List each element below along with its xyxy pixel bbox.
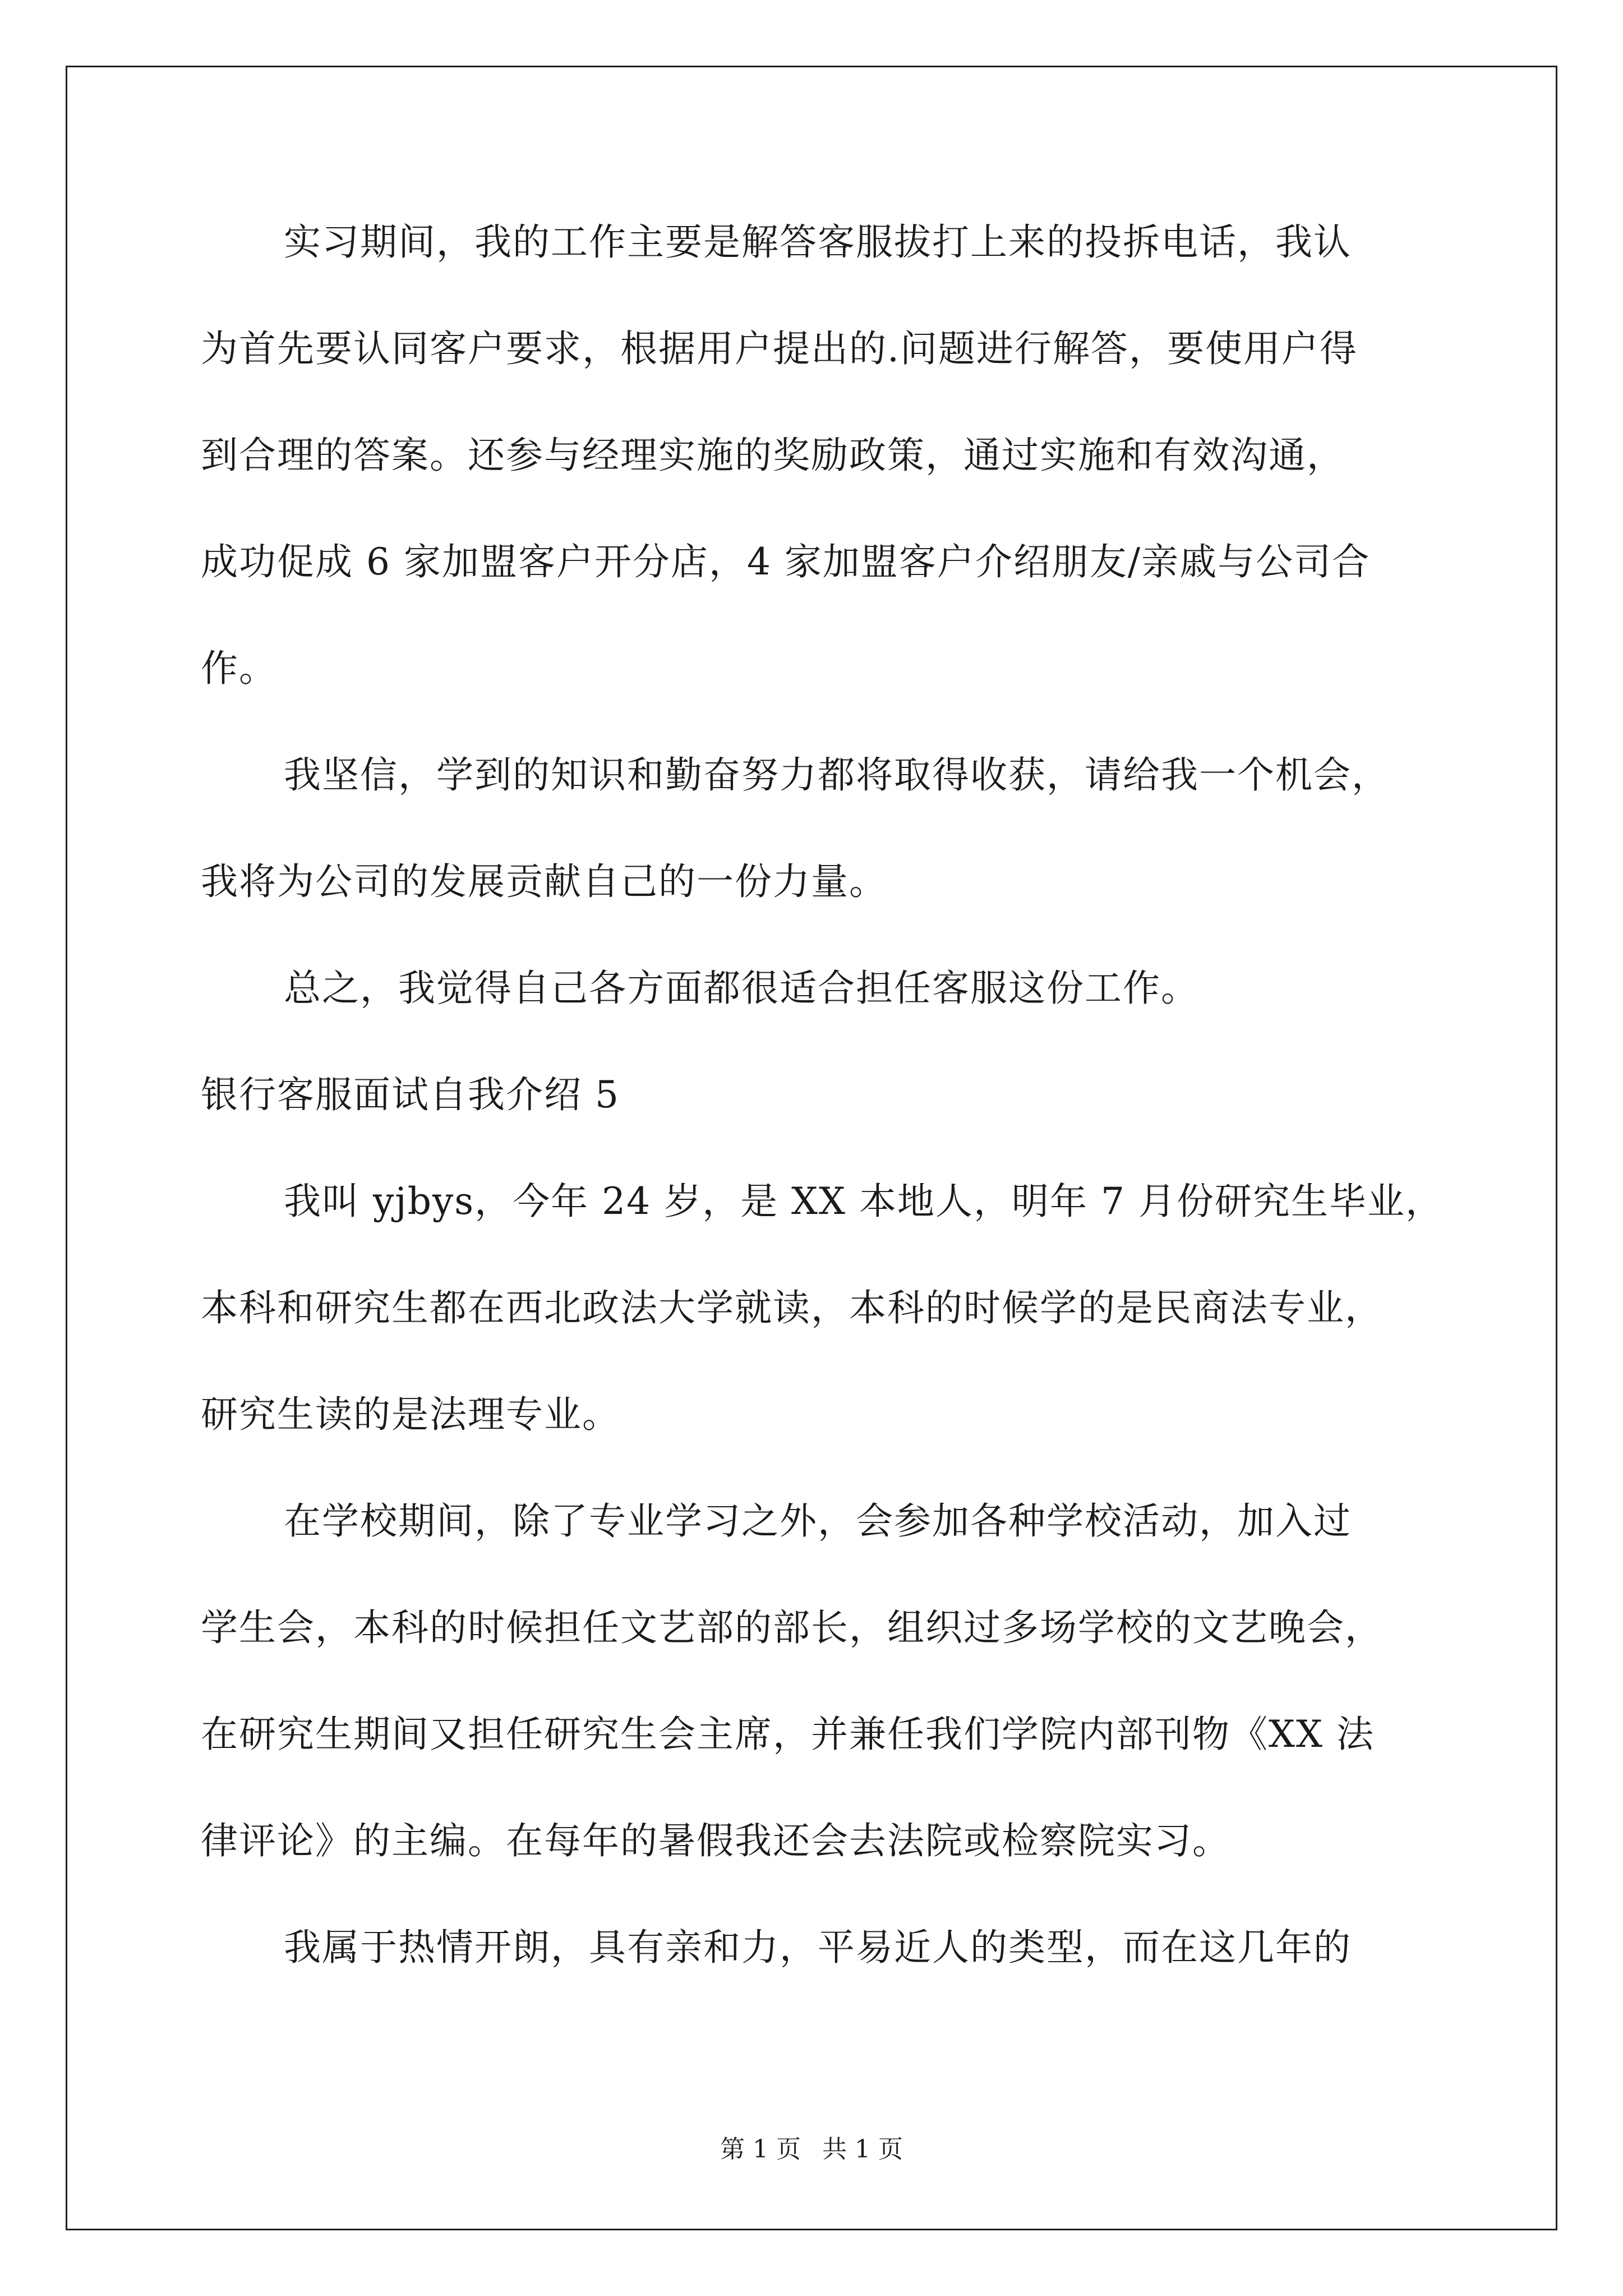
paragraph-line: 我坚信，学到的知识和勤奋努力都将取得收获，请给我一个机会， — [284, 753, 1390, 797]
paragraph-line: 本科和研究生都在西北政法大学就读，本科的时候学的是民商法专业， — [201, 1286, 1383, 1329]
paragraph-line: 在学校期间，除了专业学习之外，会参加各种学校活动，加入过 — [284, 1499, 1352, 1543]
paragraph-line: 研究生读的是法理专业。 — [201, 1393, 620, 1436]
paragraph-line: 实习期间，我的工作主要是解答客服拔打上来的投拆电话，我认 — [284, 220, 1352, 264]
paragraph-line: 总之，我觉得自己各方面都很适合担任客服这份工作。 — [284, 967, 1199, 1010]
page-number: 第 1 页 — [720, 2135, 801, 2164]
paragraph-line: 为首先要认同客户要求，根据用户提出的.问题进行解答，要使用户得 — [201, 327, 1358, 370]
paragraph-line: 我叫 yjbys，今年 24 岁，是 XX 本地人，明年 7 月份研究生毕业， — [284, 1180, 1444, 1223]
section-heading: 银行客服面试自我介绍 5 — [201, 1073, 620, 1116]
paragraph-line: 成功促成 6 家加盟客户开分店，4 家加盟客户介绍朋友/亲戚与公司合 — [201, 540, 1371, 583]
page-total: 共 1 页 — [822, 2135, 903, 2164]
paragraph-line: 在研究生期间又担任研究生会主席，并兼任我们学院内部刊物《XX 法 — [201, 1713, 1375, 1756]
paragraph-line: 我将为公司的发展贡献自己的一份力量。 — [201, 860, 887, 903]
paragraph-line: 我属于热情开朗，具有亲和力，平易近人的类型，而在这几年的 — [284, 1926, 1352, 1969]
page-border — [66, 66, 1557, 2230]
page-footer — [0, 2129, 1623, 2165]
paragraph-line: 学生会，本科的时候担任文艺部的部长，组织过多场学校的文艺晚会， — [201, 1606, 1383, 1649]
paragraph-line: 到合理的答案。还参与经理实施的奖励政策，通过实施和有效沟通， — [201, 434, 1345, 477]
paragraph-line: 律评论》的主编。在每年的暑假我还会去法院或检察院实习。 — [201, 1819, 1230, 1862]
paragraph-line: 作。 — [201, 647, 277, 690]
